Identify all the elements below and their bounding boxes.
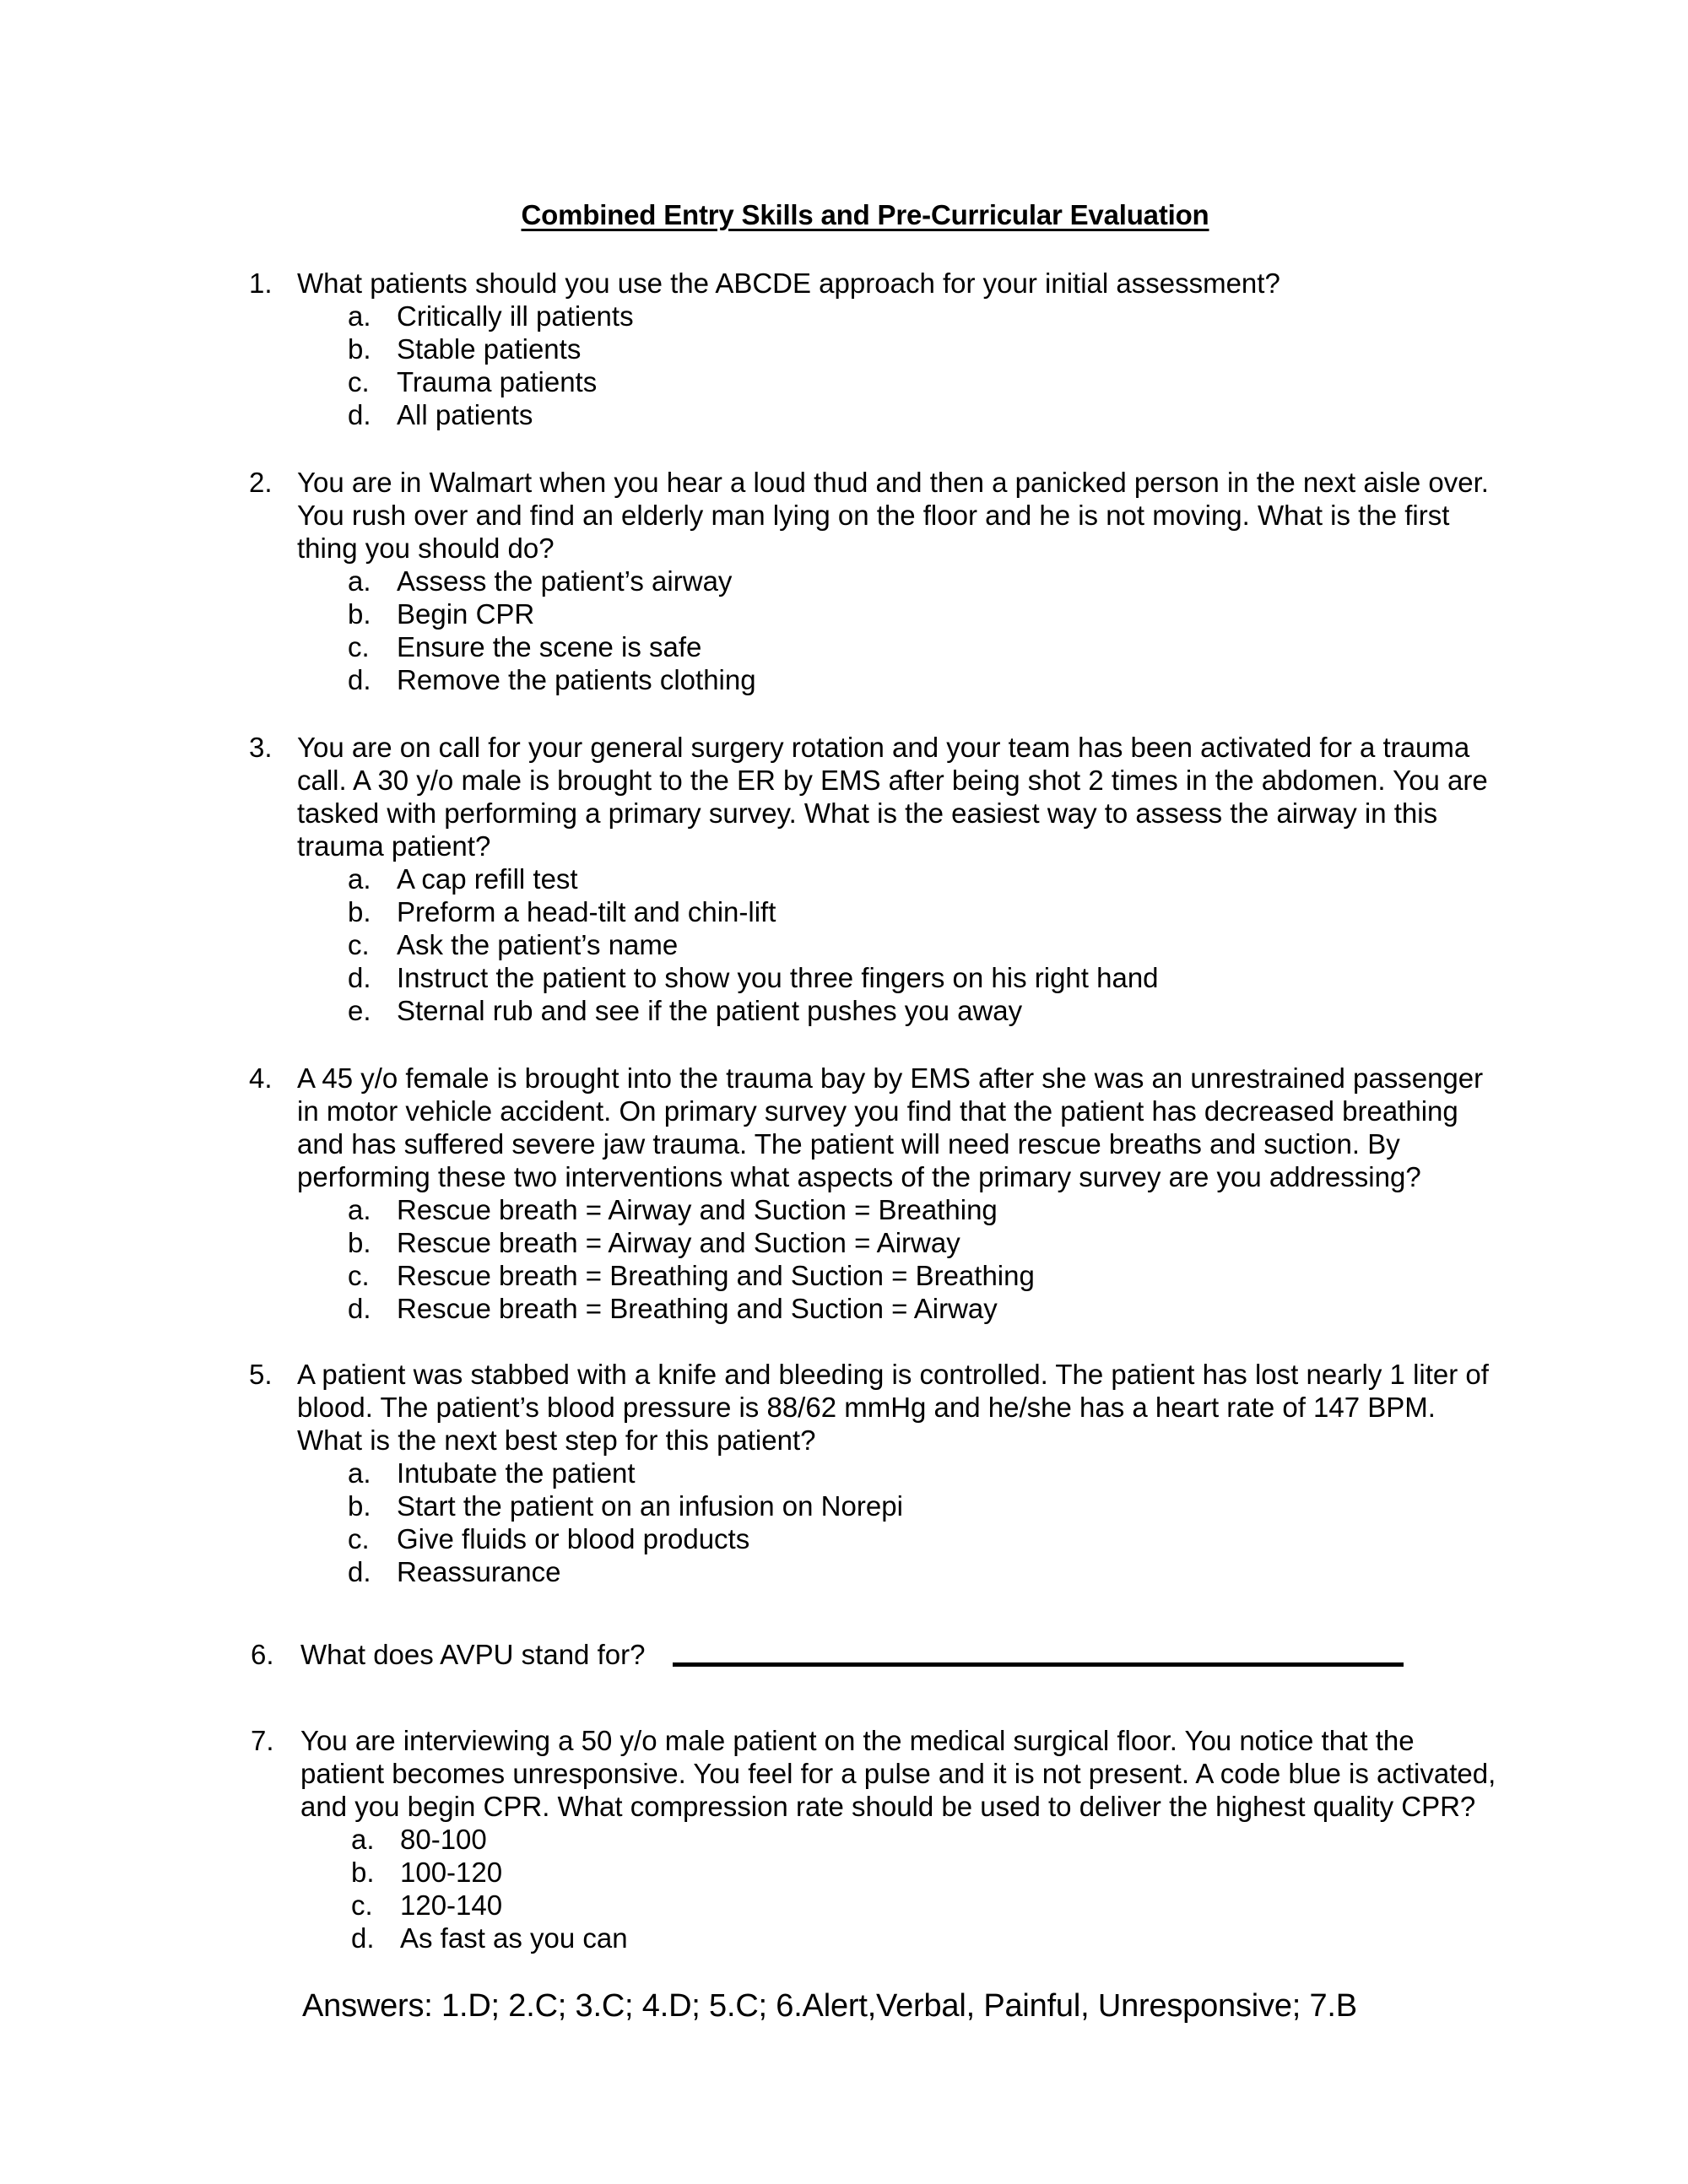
option-letter: a. xyxy=(348,1194,371,1225)
option-letter: b. xyxy=(348,1227,371,1258)
stem-line: and you begin CPR. What compression rate should be used to deliver the highest quality CPR? xyxy=(300,1791,1476,1822)
option-letter: b. xyxy=(348,598,371,630)
option-letter: c. xyxy=(348,1523,370,1554)
option-letter: c. xyxy=(348,366,370,397)
question-number: 4. xyxy=(249,1062,273,1094)
stem-line: thing you should do? xyxy=(297,532,555,564)
option-letter: c. xyxy=(351,1889,373,1921)
option-text: 100-120 xyxy=(400,1857,503,1888)
stem-line: performing these two interventions what aspects of the primary survey are you addressing? xyxy=(297,1161,1421,1192)
stem-line: You rush over and find an elderly man lying on the floor and he is not moving. What is the first xyxy=(297,500,1450,531)
option-text: Preform a head-tilt and chin-lift xyxy=(397,896,776,927)
option-text: Give fluids or blood products xyxy=(397,1523,750,1554)
option-text: Rescue breath = Breathing and Suction = Breathing xyxy=(397,1260,1035,1291)
option-letter: b. xyxy=(351,1857,375,1888)
question-number: 6. xyxy=(251,1639,274,1670)
question-number: 7. xyxy=(251,1725,274,1756)
question-stem xyxy=(297,1062,1496,1193)
stem-line: and has suffered severe jaw trauma. The patient will need rescue breaths and suction. By xyxy=(297,1128,1400,1160)
answer-blank-line[interactable] xyxy=(673,1662,1404,1667)
stem-line: You are interviewing a 50 y/o male patient on the medical surgical floor. You notice that the xyxy=(300,1725,1415,1756)
option-text: Begin CPR xyxy=(397,598,535,630)
stem-line: What is the next best step for this patient? xyxy=(297,1424,816,1456)
option-text: Ask the patient’s name xyxy=(397,929,679,960)
option-text: Rescue breath = Airway and Suction = Breathing xyxy=(397,1194,998,1225)
option-letter: e. xyxy=(348,995,371,1026)
option-letter: b. xyxy=(348,1490,371,1522)
stem-line: call. A 30 y/o male is brought to the ER by EMS after being shot 2 times in the abdomen. You are xyxy=(297,765,1488,796)
option-letter: d. xyxy=(351,1922,375,1954)
option-text: Intubate the patient xyxy=(397,1457,636,1489)
option-text: All patients xyxy=(397,399,533,430)
stem-line: You are on call for your general surgery rotation and your team has been activated for a trauma xyxy=(297,732,1470,763)
question-stem xyxy=(297,466,1496,565)
option-letter: a. xyxy=(348,565,371,597)
question-stem: What does AVPU stand for? xyxy=(300,1639,646,1670)
option-letter: c. xyxy=(348,631,370,662)
stem-line: A 45 y/o female is brought into the trauma bay by EMS after she was an unrestrained passenger xyxy=(297,1062,1484,1094)
option-letter: d. xyxy=(348,1556,371,1587)
option-letter: b. xyxy=(348,896,371,927)
option-text: Trauma patients xyxy=(397,366,598,397)
option-letter: c. xyxy=(348,929,370,960)
answer-key: Answers: 1.D; 2.C; 3.C; 4.D; 5.C; 6.Alert,Verbal, Painful, Unresponsive; 7.B xyxy=(302,1988,1357,2024)
stem-line: patient becomes unresponsive. You feel for a pulse and it is not present. A code blue is activated, xyxy=(300,1758,1496,1789)
option-letter: a. xyxy=(348,863,371,895)
stem-line: A patient was stabbed with a knife and bleeding is controlled. The patient has lost nearly 1 liter of xyxy=(297,1359,1489,1390)
question-stem xyxy=(297,731,1496,862)
stem-line: blood. The patient’s blood pressure is 88/62 mmHg and he/she has a heart rate of 147 BPM. xyxy=(297,1392,1436,1423)
option-text: A cap refill test xyxy=(397,863,578,895)
option-text: 120-140 xyxy=(400,1889,503,1921)
option-letter: d. xyxy=(348,962,371,993)
question-stem xyxy=(300,1724,1499,1823)
page-title: Combined Entry Skills and Pre-Curricular Evaluation xyxy=(521,199,1209,230)
option-text: 80-100 xyxy=(400,1824,487,1855)
stem-line: in motor vehicle accident. On primary survey you find that the patient has decreased breathing xyxy=(297,1095,1458,1127)
option-text: Start the patient on an infusion on Norepi xyxy=(397,1490,903,1522)
question-number: 2. xyxy=(249,467,273,498)
question-stem: What patients should you use the ABCDE approach for your initial assessment? xyxy=(297,268,1280,299)
option-text: Critically ill patients xyxy=(397,300,634,332)
option-letter: a. xyxy=(348,1457,371,1489)
option-letter: b. xyxy=(348,333,371,365)
option-text: As fast as you can xyxy=(400,1922,628,1954)
stem-line: You are in Walmart when you hear a loud thud and then a panicked person in the next aisle over. xyxy=(297,467,1489,498)
option-text: Stable patients xyxy=(397,333,582,365)
option-letter: c. xyxy=(348,1260,370,1291)
stem-line: trauma patient? xyxy=(297,830,491,862)
option-text: Rescue breath = Airway and Suction = Airway xyxy=(397,1227,960,1258)
option-letter: a. xyxy=(348,300,371,332)
option-text: Ensure the scene is safe xyxy=(397,631,702,662)
question-number: 3. xyxy=(249,732,273,763)
option-letter: d. xyxy=(348,664,371,695)
option-letter: a. xyxy=(351,1824,375,1855)
option-text: Remove the patients clothing xyxy=(397,664,756,695)
question-number: 5. xyxy=(249,1359,273,1390)
option-text: Reassurance xyxy=(397,1556,561,1587)
option-text: Instruct the patient to show you three fingers on his right hand xyxy=(397,962,1159,993)
option-text: Sternal rub and see if the patient pushes you away xyxy=(397,995,1023,1026)
option-text: Rescue breath = Breathing and Suction = Airway xyxy=(397,1293,998,1324)
question-number: 1. xyxy=(249,268,273,299)
question-stem xyxy=(297,1358,1496,1457)
option-letter: d. xyxy=(348,1293,371,1324)
option-letter: d. xyxy=(348,399,371,430)
stem-line: tasked with performing a primary survey. What is the easiest way to assess the airway in this xyxy=(297,797,1438,829)
option-text: Assess the patient’s airway xyxy=(397,565,733,597)
